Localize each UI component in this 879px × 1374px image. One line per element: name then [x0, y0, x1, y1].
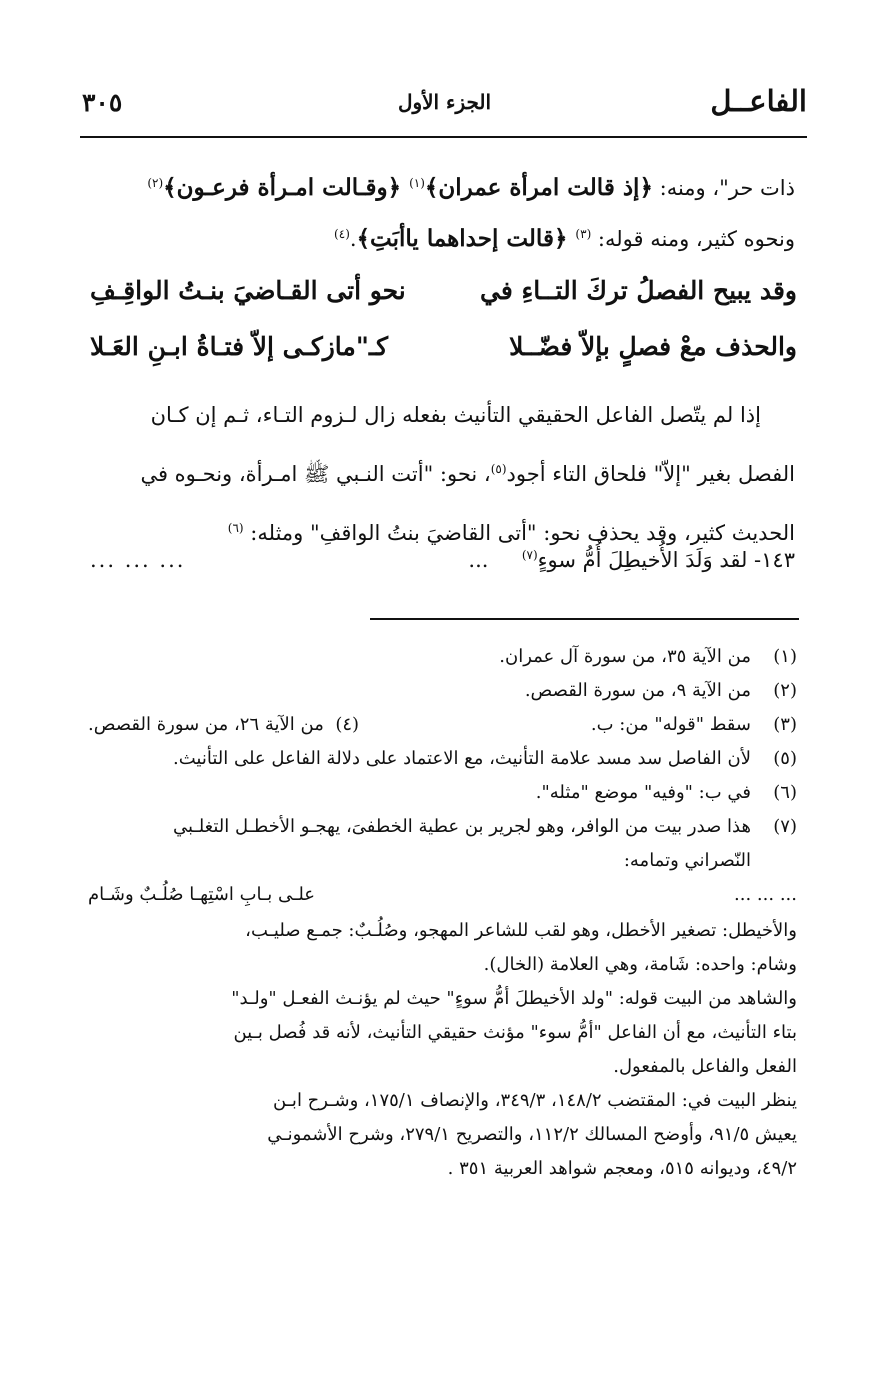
page-number: ٣٠٥	[82, 88, 123, 117]
footnote-7-cont-1: والأخيطل: تصغير الأخطل، وهو لقب للشاعر المهجو، وصُلُـبٌ: جمـع صليـب،	[245, 920, 797, 941]
footnote-7-cont-6: ينظر البيت في: المقتضب ١٤٨/٢، ٣٤٩/٣، والإنصاف ١٧٥/١، وشـرح ابـن	[272, 1090, 797, 1111]
footnote-ref-7[interactable]: (٧)	[521, 548, 538, 562]
footnote-ref-2[interactable]: (٢)	[147, 176, 164, 190]
verse-1-second-hemistich: نحو أتى القـاضيَ بنـتُ الواقِـفِ	[90, 276, 406, 305]
commentary-line-1: إذا لم يتّصل الفاعل الحقيقي التأنيث بفعله زال لـزوم التـاء، ثـم إن كـان	[150, 403, 761, 427]
footnotes	[88, 640, 797, 1186]
footnote-3-4	[88, 708, 797, 742]
alfiyya-verse-2	[90, 332, 797, 378]
footnote-number: (٢)	[773, 680, 797, 701]
footnote-text: من الآية ٣٥، من سورة آل عمران.	[499, 646, 751, 667]
footnote-number: (٦)	[773, 782, 797, 803]
footnote-ref-3[interactable]: (٣)	[575, 227, 592, 241]
commentary-line-2	[90, 442, 795, 501]
poem-143-first-text: ١٤٣- لقد وَلَدَ الأُخيطِلَ أُمُّ سوءٍ	[537, 548, 795, 572]
chapter-title: الفاعــل	[710, 84, 807, 118]
commentary-line-2-b: ، نحو: "أتت النـبي ﷺ امـرأة، ونحـوه في	[140, 462, 491, 486]
footnote-7	[88, 810, 797, 878]
footnote-ref-5[interactable]: (٥)	[490, 462, 507, 476]
footnote-6	[88, 776, 797, 810]
commentary-line-3-text: الحديث كثير، وقد يحذف نحو: "أتى القاضيَ بنتُ الواقفِ" ومثله:	[250, 521, 795, 545]
footnote-ref-4[interactable]: (٤)	[334, 227, 350, 241]
quran-quote-1: ﴿إذ قالت امرأة عمران﴾	[424, 174, 653, 201]
footnote-number: (٣)	[773, 714, 797, 735]
footnote-text: لأن الفاصل سد مسد علامة التأنيث، مع الاعتماد على دلالة الفاعل على التأنيث.	[173, 748, 751, 769]
footnote-text: من الآية ٩، من سورة القصص.	[524, 680, 751, 701]
footnote-1	[88, 640, 797, 674]
footnote-number: (١)	[773, 646, 797, 667]
header-rule	[80, 136, 807, 138]
poem-143-dots: ...	[468, 548, 489, 572]
footnote-text: من الآية ٢٦، من سورة القصص.	[88, 714, 324, 735]
witness-poem-143	[90, 548, 795, 588]
commentary	[90, 388, 795, 560]
body-line-1	[90, 160, 795, 211]
footnote-7-poem-second: علـى بـابِ اسْتِهـا صُلُـبٌ وشَـام	[88, 884, 316, 905]
poem-143-second: ... ... ...	[90, 548, 186, 572]
quran-quote-3: ﴿قالت إحداهما ياأبَتِ﴾	[356, 225, 576, 252]
footnote-2	[88, 674, 797, 708]
verse-2-first-hemistich: والحذف معْ فصلٍ بإلاّ فضّــلا	[509, 332, 797, 361]
running-header	[82, 84, 807, 128]
footnote-separator	[370, 618, 799, 620]
footnote-7-cont-2: وشام: واحده: شَامة، وهي العلامة (الخال).	[483, 954, 797, 975]
footnote-7-poem	[88, 878, 797, 914]
footnote-number: (٥)	[773, 748, 797, 769]
commentary-line-2-a: الفصل بغير "إلاّ" فلحاق التاء أجود	[506, 462, 795, 486]
footnote-7-cont-4: بتاء التأنيث، مع أن الفاعل "أمُّ سوء" مؤنث حقيقي التأنيث، لأنه قد فُصل بـين	[233, 1022, 797, 1043]
footnote-ref-1[interactable]: (١)	[409, 176, 425, 190]
footnote-number: (٧)	[773, 816, 797, 837]
footnote-7-line-2: النّصراني وتمامه:	[623, 850, 751, 871]
body-line-2-suffix: .	[349, 227, 357, 251]
footnote-5	[88, 742, 797, 776]
footnote-7-cont-5: الفعل والفاعل بالمفعول.	[613, 1056, 797, 1077]
footnote-number: (٤)	[335, 714, 360, 735]
quran-quote-2: ﴿وقـالت امـرأة فرعـون﴾	[163, 174, 410, 201]
footnote-7-line-1: هذا صدر بيت من الوافر، وهو لجرير بن عطية الخطفىَ، يهجـو الأخطـل التغلـبي	[173, 816, 751, 837]
body-line-2-prefix: ونحوه كثير، ومنه قوله:	[591, 227, 795, 251]
footnote-text: سقط "قوله" من: ب.	[590, 714, 751, 735]
verse-2-second-hemistich: كـ"مازكـى إلاّ فتـاةُ ابـنِ العَـلا	[90, 332, 389, 361]
footnote-7-cont-3: والشاهد من البيت قوله: "ولد الأخيطلَ أمُّ سوءٍ" حيث لم يؤنـث الفعـل "ولـد"	[231, 988, 797, 1009]
body-line-1-prefix: ذات حر"، ومنه:	[652, 176, 795, 200]
part-label: الجزء الأول	[397, 90, 492, 114]
footnote-text: في ب: "وفيه" موضع "مثله".	[535, 782, 751, 803]
body-text	[90, 160, 795, 262]
footnote-4	[88, 708, 359, 742]
poem-143-first	[468, 548, 795, 572]
verse-1-first-hemistich: وقد يبيح الفصلُ تركَ التــاءِ في	[480, 276, 797, 305]
alfiyya-verse-1	[90, 276, 797, 322]
footnote-7-cont-8: ٤٩/٢، وديوانه ٥١٥، ومعجم شواهد العربية ٣٥١ .	[447, 1158, 797, 1179]
footnote-ref-6[interactable]: (٦)	[227, 521, 244, 535]
body-line-2	[90, 211, 795, 262]
footnote-7-poem-first: ... ... ...	[734, 884, 797, 905]
footnote-7-cont-7: يعيش ٩١/٥، وأوضح المسالك ١١٢/٢، والتصريح ٢٧٩/١، وشرح الأشمونـي	[267, 1124, 797, 1145]
